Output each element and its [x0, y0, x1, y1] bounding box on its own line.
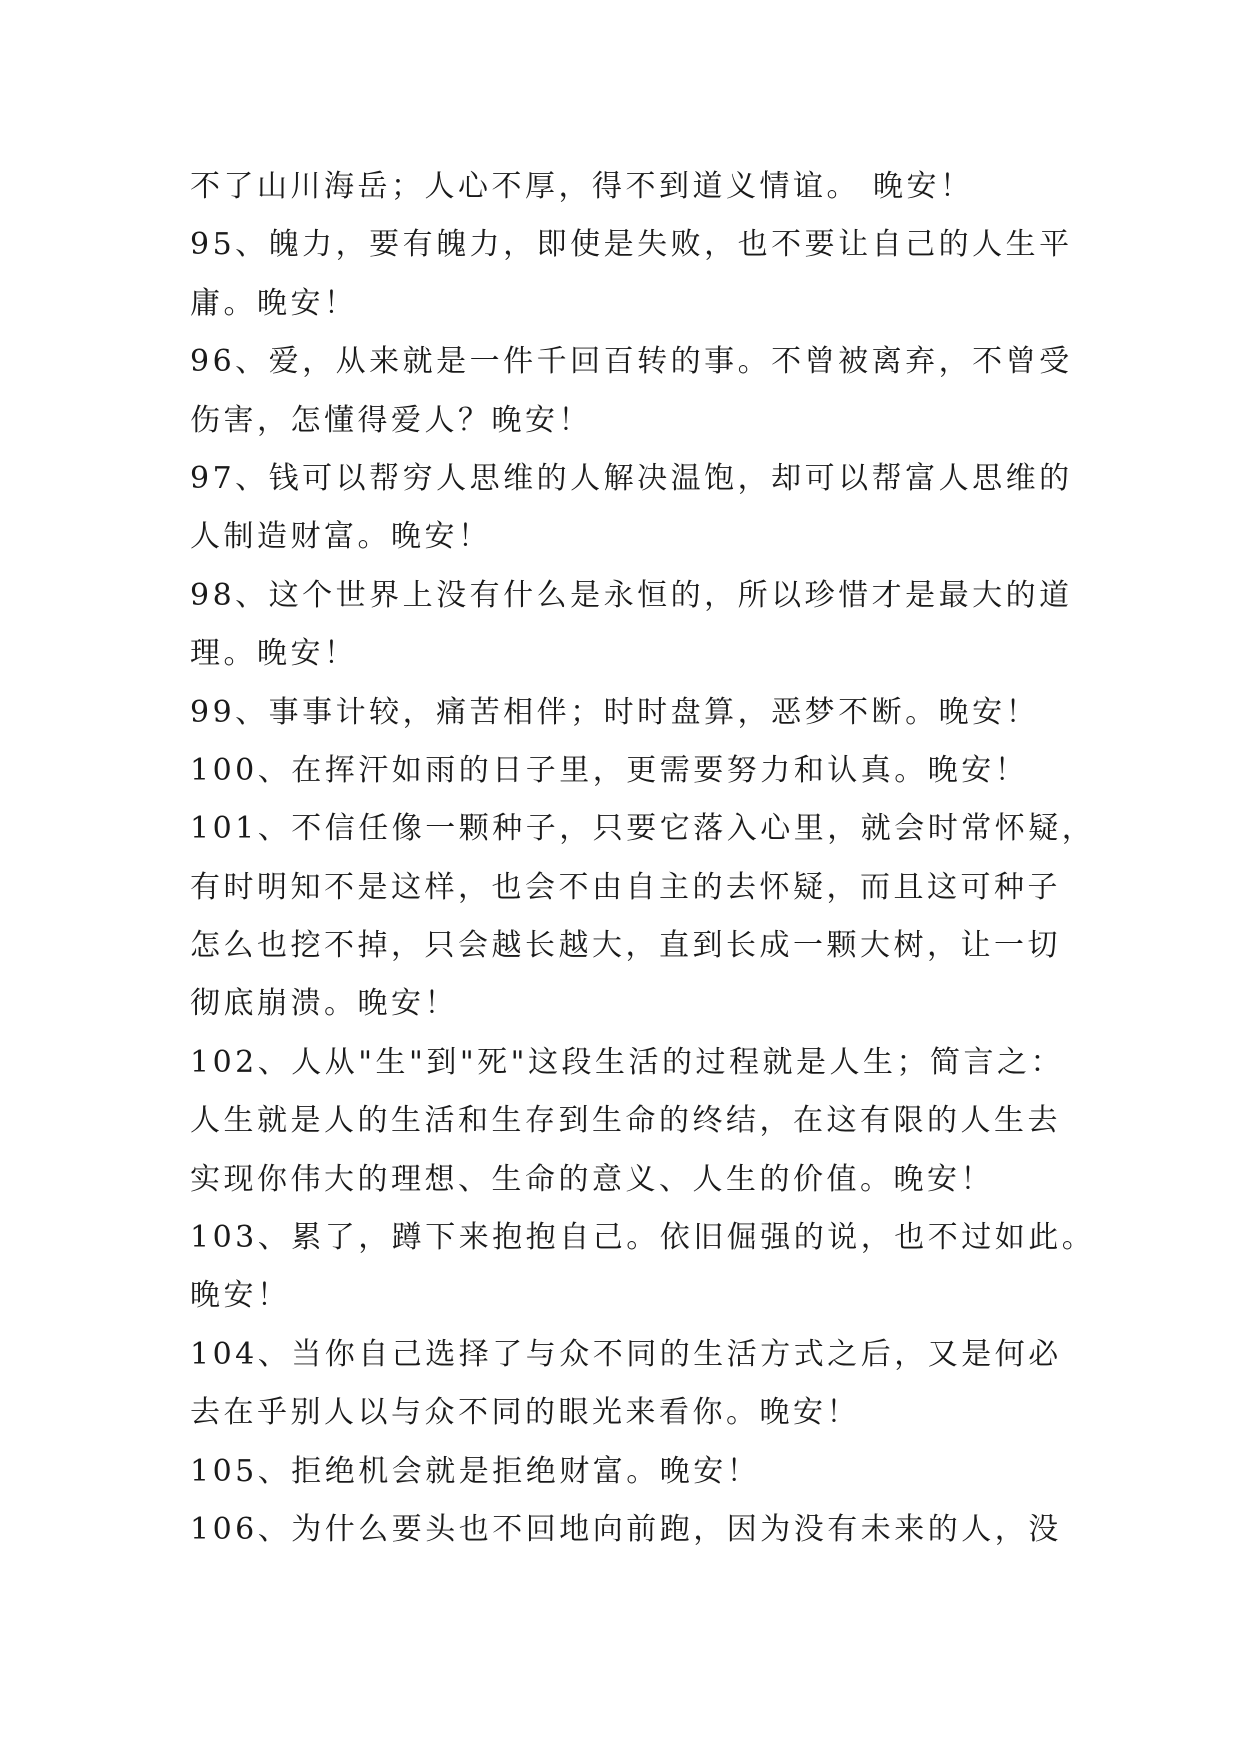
- text-line: 怎么也挖不掉，只会越长越大，直到长成一颗大树，让一切: [190, 928, 1061, 964]
- text-line: 去在乎别人以与众不同的眼光来看你。晚安！: [190, 1395, 860, 1431]
- text-line: 98、这个世界上没有什么是永恒的，所以珍惜才是最大的道: [190, 577, 1073, 613]
- text-line: 103、累了，蹲下来抱抱自己。依旧倔强的说，也不过如此。: [190, 1220, 1096, 1256]
- text-line: 105、拒绝机会就是拒绝财富。晚安！: [190, 1453, 761, 1489]
- text-line: 104、当你自己选择了与众不同的生活方式之后，又是何必: [190, 1336, 1062, 1372]
- text-line: 人生就是人的生活和生存到生命的终结，在这有限的人生去: [190, 1103, 1061, 1139]
- text-line: 99、事事计较，痛苦相伴；时时盘算，恶梦不断。晚安！: [190, 694, 1040, 730]
- text-line: 100、在挥汗如雨的日子里，更需要努力和认真。晚安！: [190, 752, 1029, 788]
- document-body: [190, 158, 1096, 1559]
- text-line: 晚安！: [190, 1278, 291, 1314]
- text-line: 彻底崩溃。晚安！: [190, 986, 458, 1022]
- text-line: 有时明知不是这样，也会不由自主的去怀疑，而且这可种子: [190, 869, 1061, 905]
- text-line: 理。晚安！: [190, 636, 358, 672]
- text-line: 伤害，怎懂得爱人？晚安！: [190, 402, 592, 438]
- text-line: 102、人从"生"到"死"这段生活的过程就是人生；简言之：: [190, 1044, 1064, 1080]
- text-line: 96、爱，从来就是一件千回百转的事。不曾被离弃，不曾受: [190, 344, 1073, 380]
- text-line: 95、魄力，要有魄力，即使是失败，也不要让自己的人生平: [190, 227, 1073, 263]
- text-line: 97、钱可以帮穷人思维的人解决温饱，却可以帮富人思维的: [190, 460, 1073, 496]
- text-line: 人制造财富。晚安！: [190, 519, 492, 555]
- text-line: 庸。晚安！: [190, 285, 358, 321]
- text-line: 106、为什么要头也不回地向前跑，因为没有未来的人，没: [190, 1511, 1062, 1547]
- text-line: 不了山川海岳；人心不厚，得不到道义情谊。 晚安！: [190, 169, 974, 204]
- text-line: 101、不信任像一颗种子，只要它落入心里，就会时常怀疑，: [190, 811, 1096, 847]
- text-line: 实现你伟大的理想、生命的意义、人生的价值。晚安！: [190, 1161, 994, 1197]
